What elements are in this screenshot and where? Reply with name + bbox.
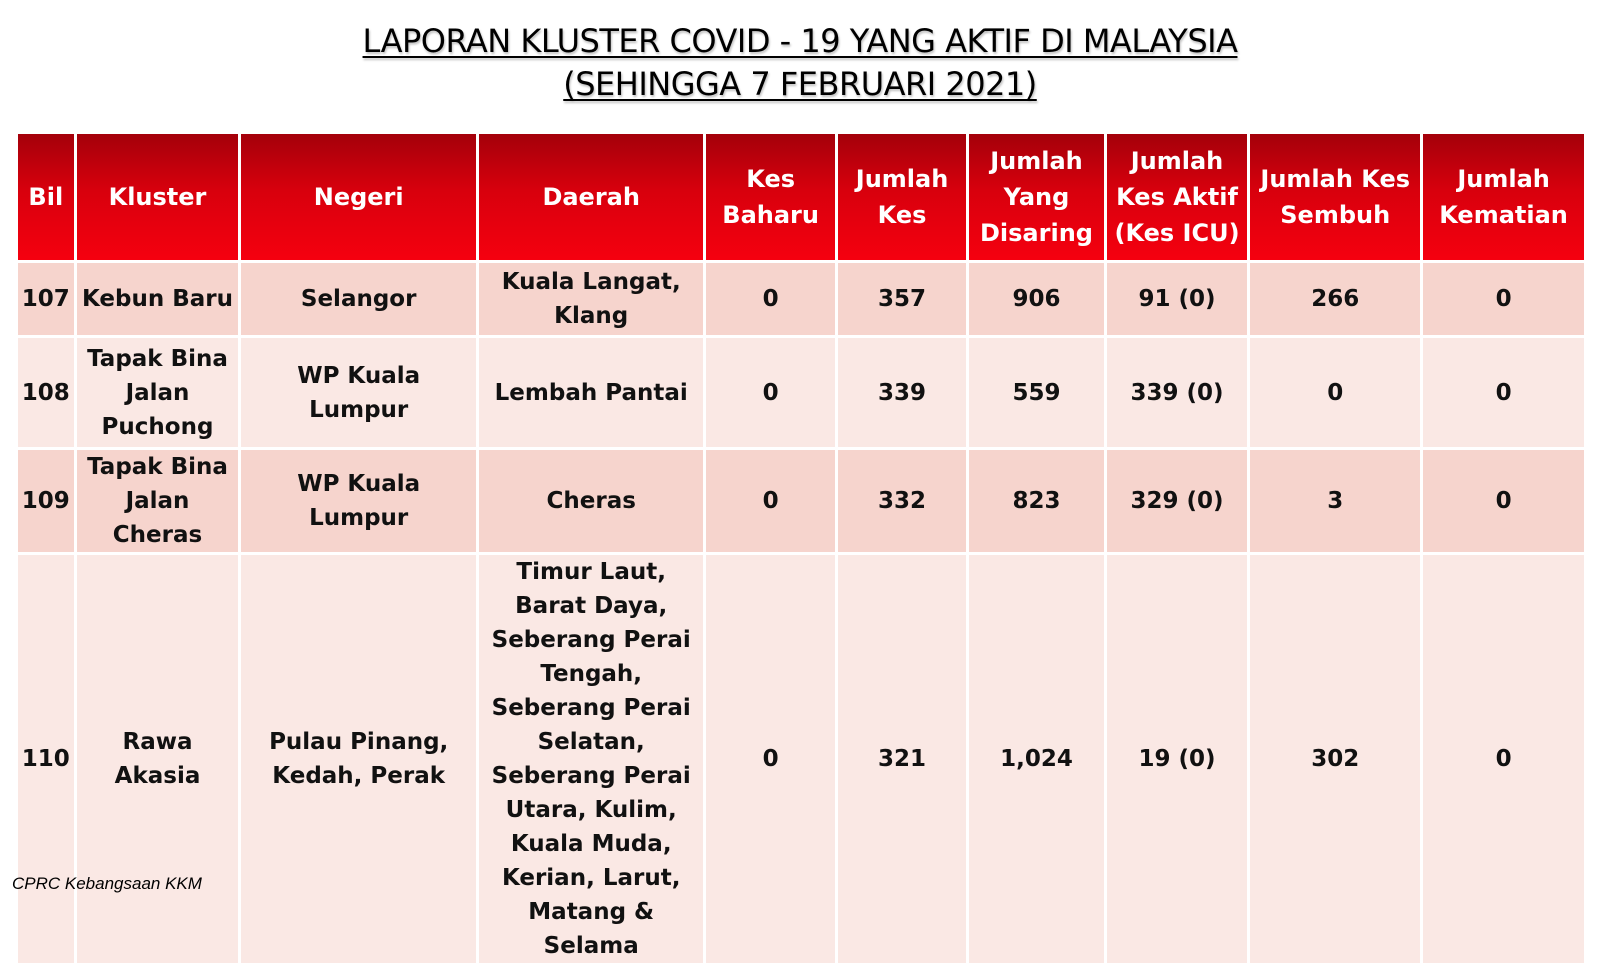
cell-kes-baharu: 0 [706,555,834,963]
header-kes-baharu: Kes Baharu [706,134,834,260]
table-row [18,263,1584,335]
source-footnote: CPRC Kebangsaan KKM [12,874,202,893]
cell-kes-baharu: 0 [706,338,834,447]
cell-daerah: Lembah Pantai [479,338,703,447]
cell-bil: 109 [18,450,74,552]
cell-bil: 108 [18,338,74,447]
cell-daerah: Timur Laut, Barat Daya, Seberang Perai Tengah, Seberang Perai Selatan, Seberang Perai Utara, Kulim, Kuala Muda, Kerian, Larut, Matang & Selama [479,555,703,963]
cell-jumlah-disaring: 906 [969,263,1103,335]
report-title [0,20,1600,106]
cell-negeri: WP Kuala Lumpur [241,450,476,552]
cluster-table-container [18,131,1590,966]
cell-jumlah-disaring: 559 [969,338,1103,447]
cell-kematian: 0 [1423,263,1584,335]
cell-jumlah-disaring: 1,024 [969,555,1103,963]
cell-kes-aktif: 19 (0) [1107,555,1248,963]
header-daerah: Daerah [479,134,703,260]
report-title-line-2: (SEHINGGA 7 FEBRUARI 2021) [563,65,1037,103]
cell-negeri: Pulau Pinang, Kedah, Perak [241,555,476,963]
cell-bil: 110 [18,555,74,963]
header-negeri: Negeri [241,134,476,260]
cell-kes-baharu: 0 [706,263,834,335]
cell-daerah: Cheras [479,450,703,552]
header-kes-aktif: Jumlah Kes Aktif (Kes ICU) [1107,134,1248,260]
cell-kluster: Kebun Baru [77,263,239,335]
cell-kematian: 0 [1423,555,1584,963]
cell-jumlah-kes: 339 [838,338,966,447]
cluster-table [15,131,1587,966]
table-row [18,338,1584,447]
cell-kluster: Rawa Akasia [77,555,239,963]
cell-negeri: Selangor [241,263,476,335]
header-bil: Bil [18,134,74,260]
cell-jumlah-disaring: 823 [969,450,1103,552]
cell-kes-baharu: 0 [706,450,834,552]
table-row [18,555,1584,963]
cell-kes-aktif: 329 (0) [1107,450,1248,552]
table-row [18,450,1584,552]
header-jumlah-disaring: Jumlah Yang Disaring [969,134,1103,260]
header-kes-sembuh: Jumlah Kes Sembuh [1250,134,1420,260]
cell-kes-aktif: 339 (0) [1107,338,1248,447]
cell-jumlah-kes: 321 [838,555,966,963]
header-jumlah-kes: Jumlah Kes [838,134,966,260]
cell-kluster: Tapak Bina Jalan Cheras [77,450,239,552]
cell-kes-sembuh: 266 [1250,263,1420,335]
cell-kes-sembuh: 0 [1250,338,1420,447]
cell-jumlah-kes: 332 [838,450,966,552]
cell-negeri: WP Kuala Lumpur [241,338,476,447]
report-title-line-1: LAPORAN KLUSTER COVID - 19 YANG AKTIF DI MALAYSIA [362,22,1238,60]
table-header-row [18,134,1584,260]
cell-bil: 107 [18,263,74,335]
cell-kes-sembuh: 3 [1250,450,1420,552]
cell-kematian: 0 [1423,338,1584,447]
cell-kluster: Tapak Bina Jalan Puchong [77,338,239,447]
cell-kematian: 0 [1423,450,1584,552]
cell-kes-aktif: 91 (0) [1107,263,1248,335]
header-kluster: Kluster [77,134,239,260]
header-kematian: Jumlah Kematian [1423,134,1584,260]
cell-kes-sembuh: 302 [1250,555,1420,963]
cell-jumlah-kes: 357 [838,263,966,335]
cell-daerah: Kuala Langat, Klang [479,263,703,335]
